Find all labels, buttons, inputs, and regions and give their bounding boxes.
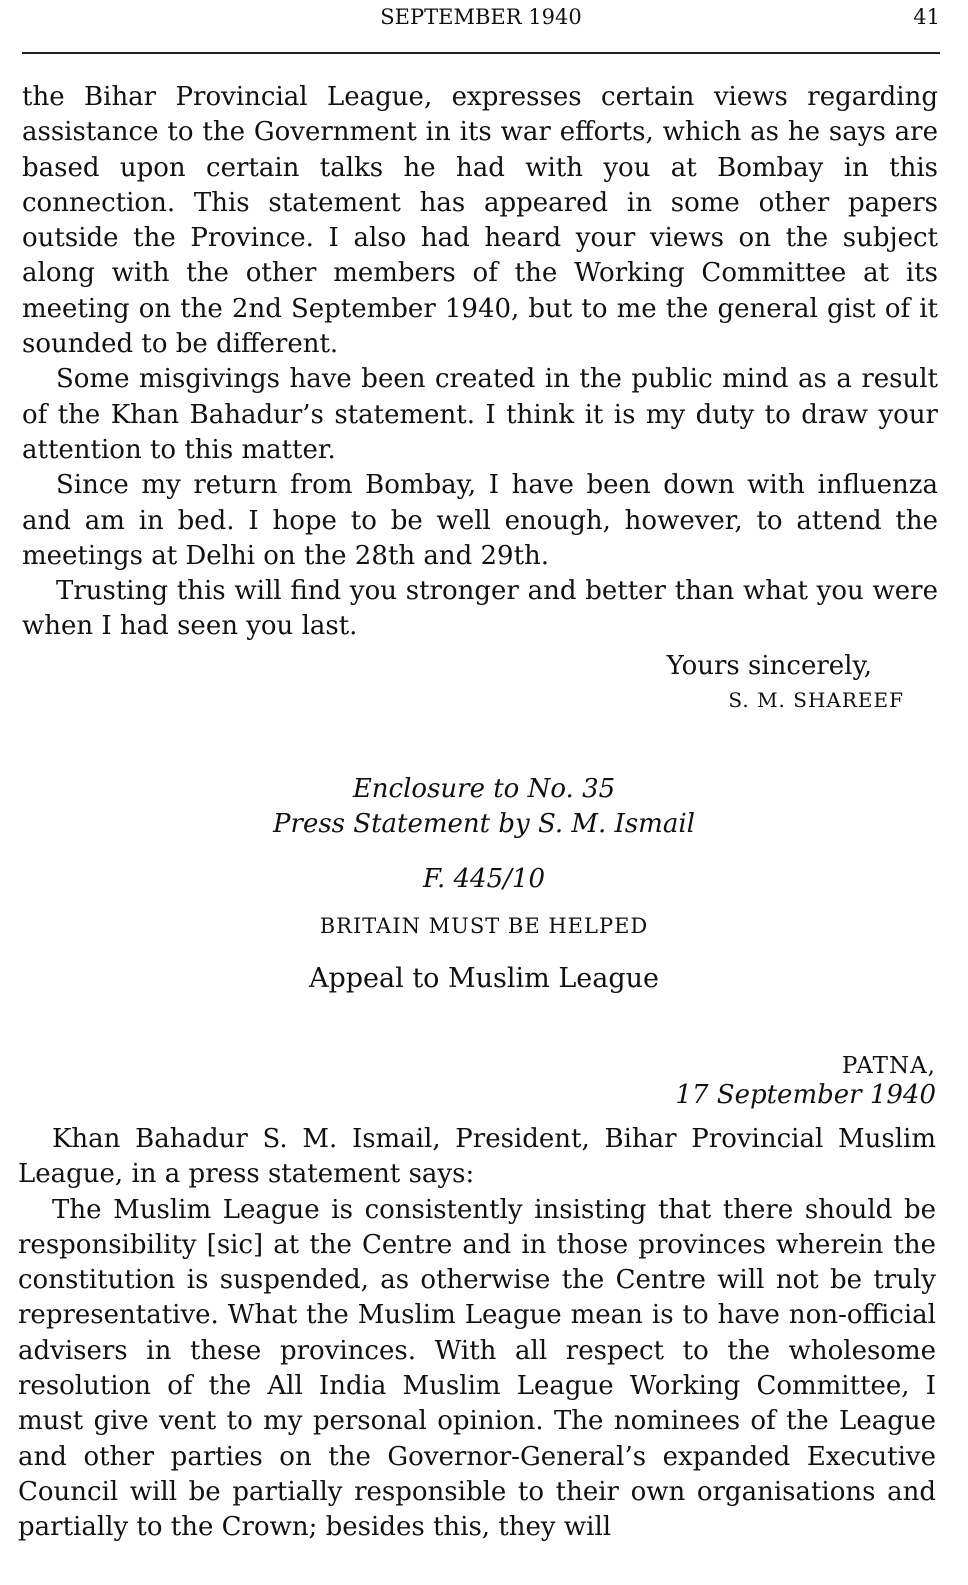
running-title: SEPTEMBER 1940 xyxy=(380,5,582,29)
page-number: 41 xyxy=(913,5,940,29)
header-rule xyxy=(22,52,940,54)
letter-body xyxy=(22,80,938,645)
statement-paragraph: Khan Bahadur S. M. Ismail, President, Bihar Provincial Muslim League, in a press statement says: xyxy=(18,1124,936,1190)
enclosure-label: Enclosure to No. 35 xyxy=(352,774,616,804)
file-number: F. 445/10 xyxy=(423,864,545,894)
statement-subheadline: Appeal to Muslim League xyxy=(308,963,660,994)
statement-headline: BRITAIN MUST BE HELPED xyxy=(319,914,649,938)
letter-paragraph: Trusting this will find you stronger and better than what you were when I had seen you last. xyxy=(22,576,938,642)
dateline-place: PATNA, xyxy=(841,1053,936,1079)
letter-closing: Yours sincerely, xyxy=(666,651,872,681)
letter-paragraph: the Bihar Provincial League, expresses certain views regarding assistance to the Government in its war efforts, which as he says are based upon certain talks he had with you at Bombay in this connection. This statement has appeared in some other papers outside the Province. I also had heard your views on the subject along with the other members of the Working Committee at its meeting on the 2nd September 1940, but to me the general gist of it sounded to be different. xyxy=(22,82,938,360)
running-header xyxy=(22,5,940,33)
statement-paragraph: The Muslim League is consistently insisting that there should be responsibility [sic] at the Centre and in those provinces wherein the constitution is suspended, as otherwise the Centre will not be truly representative. What the Muslim League mean is to have non-official advisers in these provinces. With all respect to the wholesome resolution of the All India Muslim League Working Committee, I must give vent to my personal opinion. The nominees of the League and other parties on the Governor-General’s expanded Executive Council will be partially responsible to their own organisations and partially to the Crown; besides this, they will xyxy=(18,1194,936,1543)
enclosure-description: Press Statement by S. M. Ismail xyxy=(273,809,695,839)
letter-paragraph: Some misgivings have been created in the public mind as a result of the Khan Bahadur’s statement. I think it is my duty to draw your attention to this matter. xyxy=(22,364,938,465)
press-statement-body xyxy=(18,1122,936,1546)
letter-paragraph: Since my return from Bombay, I have been down with influenza and am in bed. I hope to be well enough, however, to attend the meetings at Delhi on the 28th and 29th. xyxy=(22,470,938,571)
dateline-date: 17 September 1940 xyxy=(675,1080,936,1110)
letter-signature: S. M. SHAREEF xyxy=(728,688,904,712)
